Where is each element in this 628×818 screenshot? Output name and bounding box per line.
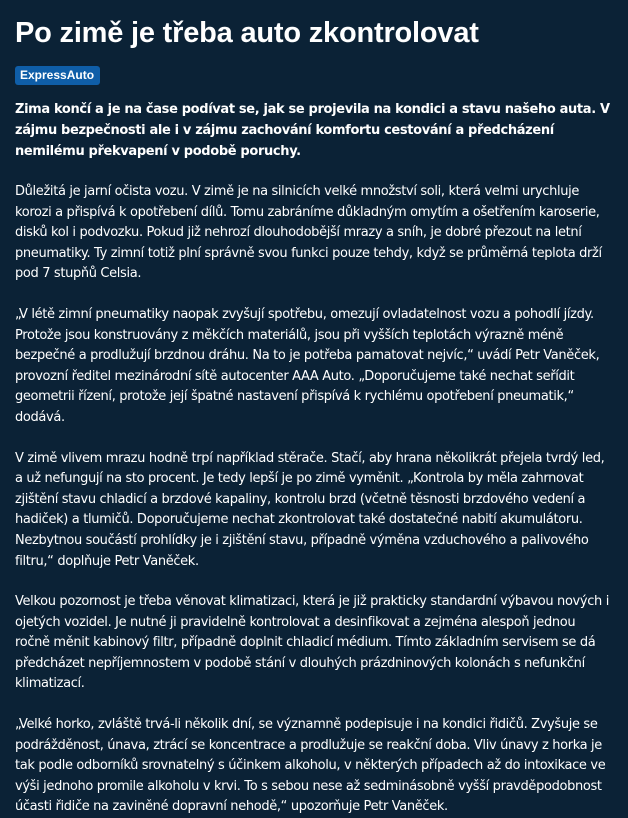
article-perex: Zima končí a je na čase podívat se, jak se projevila na kondici a stavu našeho auta. V zájmu bezpečnosti ale i v zájmu zachování komfortu cestování a předcházení nemilému překvapení v podobě poruchy. [15,102,610,159]
source-badge[interactable]: ExpressAuto [15,66,100,85]
article-paragraph: Důležitá je jarní očista vozu. V zimě je na silnicích velké množství soli, která velmi urychluje korozi a přispívá k opotřebení dílů. Tomu zabráníme důkladným omytím a ošetřením karoserie, disků kol i podvozku. Pokud již nehrozí dlouhodobější mrazy a sníh, je dobré přezout na letní pneumatiky. Ty zimní totiž plní správně svou funkci pouze tehdy, když se průměrná teplota drží pod 7 stupňů Celsia. [15,184,602,282]
article-paragraph: „V létě zimní pneumatiky naopak zvyšují spotřebu, omezují ovladatelnost vozu a pohodlí jízdy. Protože jsou konstruovány z měkčích materiálů, jsou při vyšších teplotách výrazně méně bezpečné a prodlužují brzdnou dráhu. Na to je potřeba pamatovat nejvíc,“ uvádí Petr Vaněček, provozní ředitel mezinárodní sítě autocenter AAA Auto. „Doporučujeme také nechat seřídit geometrii řízení, protože její špatné nastavení přispívá k rychlému opotřebení pneumatik,“ dodává. [15,306,600,425]
article-paragraph: „Velké horko, zvláště trvá-li několik dní, se významně podepisuje i na kondici řidičů. Zvyšuje se podrážděnost, únava, ztrácí se koncentrace a prodlužuje se reakční doba. Vliv únavy z horka je tak podle odborníků srovnatelný s účinkem alkoholu, v některých případech až do intoxikace ve výši jednoho promile alkoholu v krvi. To s sebou nese až sedminásobně vyšší pravděpodobnost účasti řidiče na zaviněné dopravní nehodě,“ upozorňuje Petr Vaněček. [15,717,606,815]
article-title: Po zimě je třeba auto zkontrolovat [15,17,479,49]
article-paragraph: Velkou pozornost je třeba věnovat klimatizaci, která je již prakticky standardní výbavou nových i ojetých vozidel. Je nutné ji pravidelně kontrolovat a desinfikovat a zejména alespoň jednou ročně měnit kabinový filtr, případně doplnit chladicí médium. Tímto základním servisem se dá předcházet nepříjemnostem v podobě stání v dlouhých prázdninových kolonách s nefunkční klimatizací. [15,594,609,692]
article-paragraph: V zimě vlivem mrazu hodně trpí například stěrače. Stačí, aby hrana několikrát přejela tvrdý led, a už nefungují na sto procent. Je tedy lepší je po zimě vyměnit. „Kontrola by měla zahrnovat zjištění stavu chladicí a brzdové kapaliny, kontrolu brzd (včetně těsnosti brzdového vedení a hadiček) a tlumičů. Doporučujeme nechat zkontrolovat také dostatečné nabití akumulátoru. Nezbytnou součástí prohlídky je i zjištění stavu, případně výměna vzduchového a palivového filtru,“ doplňuje Petr Vaněček. [15,450,605,569]
